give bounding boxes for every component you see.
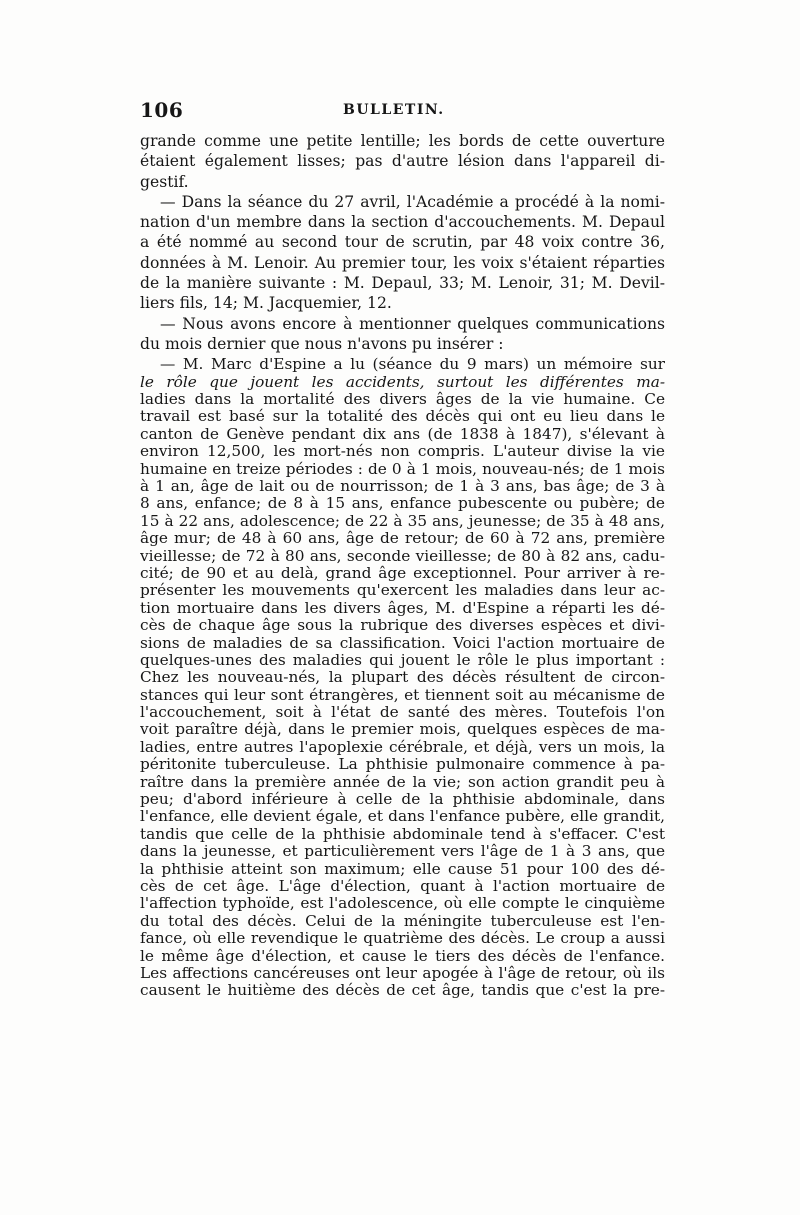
text-line: le même âge d'élection, et cause le tiers des décès de l'enfance. — [140, 947, 665, 965]
text-line: tion mortuaire dans les divers âges, M. d'Espine a réparti les dé- — [140, 599, 665, 617]
text-line: raître dans la première année de la vie; son action grandit peu à — [140, 773, 665, 791]
text-line: l'enfance, elle devient égale, et dans l'enfance pubère, elle grandit, — [140, 808, 665, 826]
text-line: à 1 an, âge de lait ou de nourrisson; de 1 à 3 ans, bas âge; de 3 à — [140, 478, 665, 495]
text-line: gestif. — [140, 172, 189, 191]
text-line: 8 ans, enfance; de 8 à 15 ans, enfance pubescente ou pubère; de — [140, 495, 665, 513]
text-line: fance, où elle revendique le quatrième des décès. Le croup a aussi — [140, 930, 665, 948]
text-line: canton de Genève pendant dix ans (de 1838 à 1847), s'élevant à — [140, 425, 665, 443]
text-line: de la manière suivante : M. Depaul, 33; M. Lenoir, 31; M. Devil- — [140, 274, 665, 293]
text-line: liers fils, 14; M. Jacquemier, 12. — [140, 294, 392, 313]
text-line: causent le huitième des décès de cet âge, tandis que c'est la pre- — [140, 982, 665, 1000]
page-number: 106 — [140, 98, 184, 122]
running-title: BULLETIN. — [343, 102, 445, 118]
text-line: — Nous avons encore à mentionner quelques communications — [160, 314, 665, 333]
text-line: âge mur; de 48 à 60 ans, âge de retour; de 60 à 72 ans, première — [140, 530, 665, 548]
text-line: Chez les nouveau-nés, la plupart des décès résultent de circon- — [140, 669, 665, 687]
text-line: l'affection typhoïde, est l'adolescence, où elle compte le cinquième — [140, 895, 665, 913]
text-line: grande comme une petite lentille; les bords de cette ouverture — [140, 132, 665, 150]
text-line: cès de chaque âge sous la rubrique des diverses espèces et divi- — [140, 617, 665, 635]
text-line: étaient également lisses; pas d'autre lésion dans l'appareil di- — [140, 152, 665, 171]
text-line: l'accouchement, soit à l'état de santé des mères. Toutefois l'on — [140, 704, 665, 722]
text-line: données à M. Lenoir. Au premier tour, les voix s'étaient réparties — [140, 253, 665, 272]
body-text — [140, 131, 665, 1000]
text-line: nation d'un membre dans la section d'accouchements. M. Depaul — [140, 213, 665, 232]
text-line: — Dans la séance du 27 avril, l'Académie a procédé à la nomi- — [160, 192, 665, 211]
text-line: ladies dans la mortalité des divers âges de la vie humaine. Ce — [140, 391, 665, 409]
text-line: travail est basé sur la totalité des décès qui ont eu lieu dans le — [140, 408, 665, 426]
text-line: Les affections cancéreuses ont leur apogée à l'âge de retour, où ils — [140, 964, 665, 982]
text-line: présenter les mouvements qu'exercent les maladies dans leur ac- — [140, 582, 665, 600]
text-line: cès de cet âge. L'âge d'élection, quant à l'action mortuaire de — [140, 877, 665, 895]
text-line — [140, 356, 665, 373]
text-line-start: — M. Marc d'Espine a lu (séance du 9 mars) un mémoire sur — [160, 356, 665, 374]
text-line: la phthisie atteint son maximum; elle cause 51 pour 100 des dé- — [140, 860, 665, 878]
text-line: le rôle que jouent les accidents, surtout les différentes ma- — [140, 373, 665, 391]
text-line: voit paraître déjà, dans le premier mois, quelques espèces de ma- — [140, 721, 665, 739]
text-line: sions de maladies de sa classification. Voici l'action mortuaire de — [140, 634, 665, 652]
text-line: dans la jeunesse, et particulièrement vers l'âge de 1 à 3 ans, que — [140, 843, 665, 861]
text-line: a été nommé au second tour de scrutin, par 48 voix contre 36, — [140, 233, 665, 252]
page-header — [140, 98, 665, 126]
text-line: stances qui leur sont étrangères, et tiennent soit au mécanisme de — [140, 686, 665, 704]
text-line: peu; d'abord inférieure à celle de la phthisie abdominale, dans — [140, 791, 665, 809]
text-line: du mois dernier que nous n'avons pu insérer : — [140, 334, 504, 353]
text-line: vieillesse; de 72 à 80 ans, seconde vieillesse; de 80 à 82 ans, cadu- — [140, 547, 665, 565]
text-line: ladies, entre autres l'apoplexie cérébrale, et déjà, vers un mois, la — [140, 738, 665, 756]
text-line: humaine en treize périodes : de 0 à 1 mois, nouveau-nés; de 1 mois — [140, 460, 665, 478]
text-line: du total des décès. Celui de la méningite tuberculeuse est l'en- — [140, 912, 665, 930]
text-line: quelques-unes des maladies qui jouent le rôle le plus important : — [140, 651, 665, 669]
text-line: péritonite tuberculeuse. La phthisie pulmonaire commence à pa- — [140, 756, 665, 774]
text-line: 15 à 22 ans, adolescence; de 22 à 35 ans, jeunesse; de 35 à 48 ans, — [140, 512, 665, 530]
text-line: environ 12,500, les mort-nés non compris. L'auteur divise la vie — [140, 443, 665, 461]
text-line: cité; de 90 et au delà, grand âge exceptionnel. Pour arriver à re- — [140, 564, 665, 582]
text-line: tandis que celle de la phthisie abdominale tend à s'effacer. C'est — [140, 825, 665, 843]
